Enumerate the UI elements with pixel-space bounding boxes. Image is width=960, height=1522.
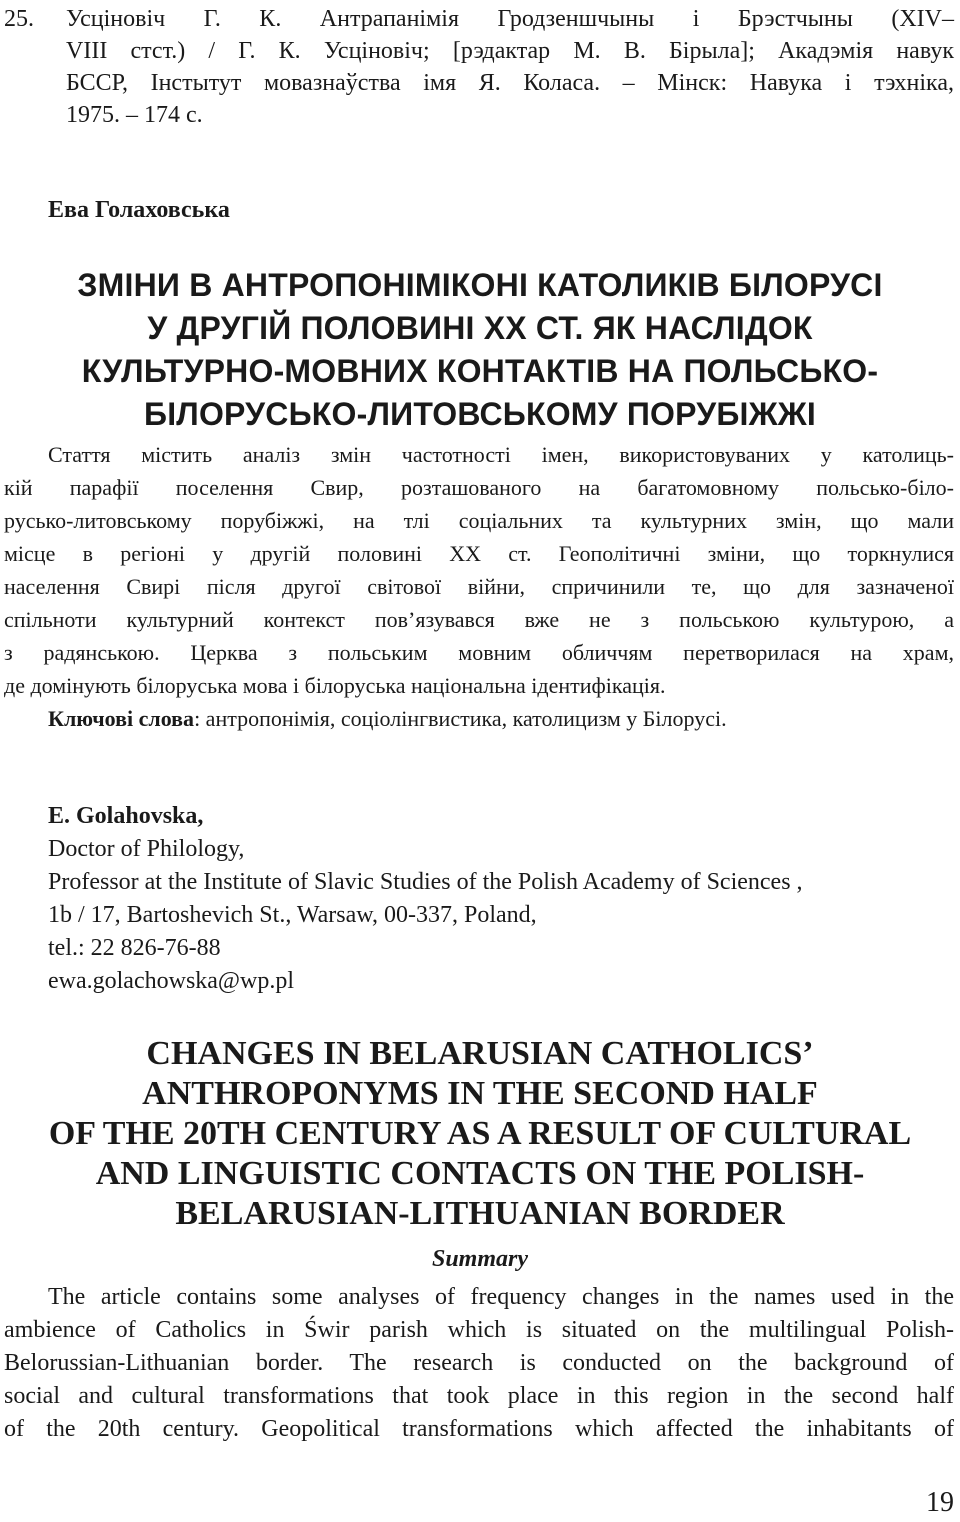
- reference-line: VIII стст.) / Г. К. Усціновіч; [рэдактар М. В. Бірыла]; Акадэмія навук: [66, 38, 954, 64]
- summary-line: ambience of Catholics in Świr parish which is situated on the multilingual Polish-: [4, 1317, 954, 1343]
- summary-line: Belorussian-Lithuanian border. The research is conducted on the background of: [4, 1350, 954, 1376]
- title-en-line: ANTHROPONYMS IN THE SECOND HALF: [142, 1075, 818, 1112]
- title-ua-line: ЗМІНИ В АНТРОПОНІМІКОНІ КАТОЛИКІВ БІЛОРУСІ: [77, 267, 883, 303]
- page-number: 19: [926, 1487, 954, 1518]
- author-name-ua: Ева Голаховська: [48, 197, 230, 223]
- abstract-line: з радянською. Церква з польським мовним обличчям перетворилася на храм,: [4, 640, 954, 665]
- abstract-line: кій парафії поселення Свир, розташованого на багатомовному польсько-біло-: [4, 475, 954, 500]
- abstract-line: Стаття містить аналіз змін частотності імен, використовуваних у католиць-: [48, 442, 954, 467]
- reference-number: 25.: [4, 6, 34, 32]
- abstract-line: місце в регіоні у другій половині ХХ ст. Геополітичні зміни, що торкнулися: [4, 541, 954, 566]
- reference-line: БССР, Інстытут мовазнаўства імя Я. Коласа. – Мінск: Навука і тэхніка,: [66, 70, 954, 96]
- author-degree: Doctor of Philology,: [48, 836, 245, 862]
- reference-line: Усціновіч Г. К. Антрапанімія Гродзеншчыны і Брэстчыны (XIV–: [66, 6, 954, 32]
- author-phone: tel.: 22 826-76-88: [48, 935, 221, 961]
- abstract-line: населення Свирі після другої світової війни, спричинили те, що для зазначеної: [4, 574, 954, 599]
- reference-line: 1975. – 174 с.: [66, 102, 203, 128]
- title-ua-line: БІЛОРУСЬКО-ЛИТОВСЬКОМУ ПОРУБІЖЖІ: [144, 396, 816, 432]
- author-affiliation: [48, 800, 803, 998]
- title-ua-line: У ДРУГІЙ ПОЛОВИНІ ХХ СТ. ЯК НАСЛІДОК: [147, 310, 813, 346]
- author-position: Professor at the Institute of Slavic Studies of the Polish Academy of Sciences ,: [48, 869, 803, 895]
- abstract-line: спільноти культурний контекст пов’язувався вже не з польською культурою, а: [4, 607, 954, 632]
- abstract-line: де домінують білоруська мова і білоруська національна ідентифікація.: [4, 673, 666, 698]
- article-title-ua: [0, 264, 960, 436]
- title-en-line: AND LINGUISTIC CONTACTS ON THE POLISH-: [95, 1155, 865, 1192]
- author-email: ewa.golachowska@wp.pl: [48, 968, 295, 994]
- author-name-en: E. Golahovska,: [48, 803, 204, 829]
- keywords-line: [4, 702, 954, 735]
- keywords-label: Ключові слова: [48, 706, 195, 731]
- title-ua-line: КУЛЬТУРНО-МОВНИХ КОНТАКТІВ НА ПОЛЬСЬКО-: [81, 353, 879, 389]
- title-en-line: BELARUSIAN-LITHUANIAN BORDER: [175, 1195, 785, 1232]
- summary-heading: Summary: [431, 1246, 529, 1272]
- abstract-ua: [4, 438, 954, 735]
- summary-line: of the 20th century. Geopolitical transformations which affected the inhabitants of: [4, 1416, 954, 1442]
- title-en-line: OF THE 20TH CENTURY AS A RESULT OF CULTURAL: [48, 1115, 912, 1152]
- summary-line: social and cultural transformations that took place in this region in the second half: [4, 1383, 954, 1409]
- summary-line: The article contains some analyses of frequency changes in the names used in the: [48, 1284, 954, 1310]
- abstract-line: русько-литовському порубіжжі, на тлі соціальних та культурних змін, що мали: [4, 508, 954, 533]
- reference-entry: [4, 3, 954, 131]
- keywords-text: : антропонімія, соціолінгвистика, католицизм у Білорусі.: [194, 706, 727, 731]
- author-address: 1b / 17, Bartoshevich St., Warsaw, 00-337, Poland,: [48, 902, 537, 928]
- summary-text: [4, 1281, 954, 1446]
- title-en-line: CHANGES IN BELARUSIAN CATHOLICS’: [146, 1035, 814, 1072]
- article-title-en: [0, 1034, 960, 1234]
